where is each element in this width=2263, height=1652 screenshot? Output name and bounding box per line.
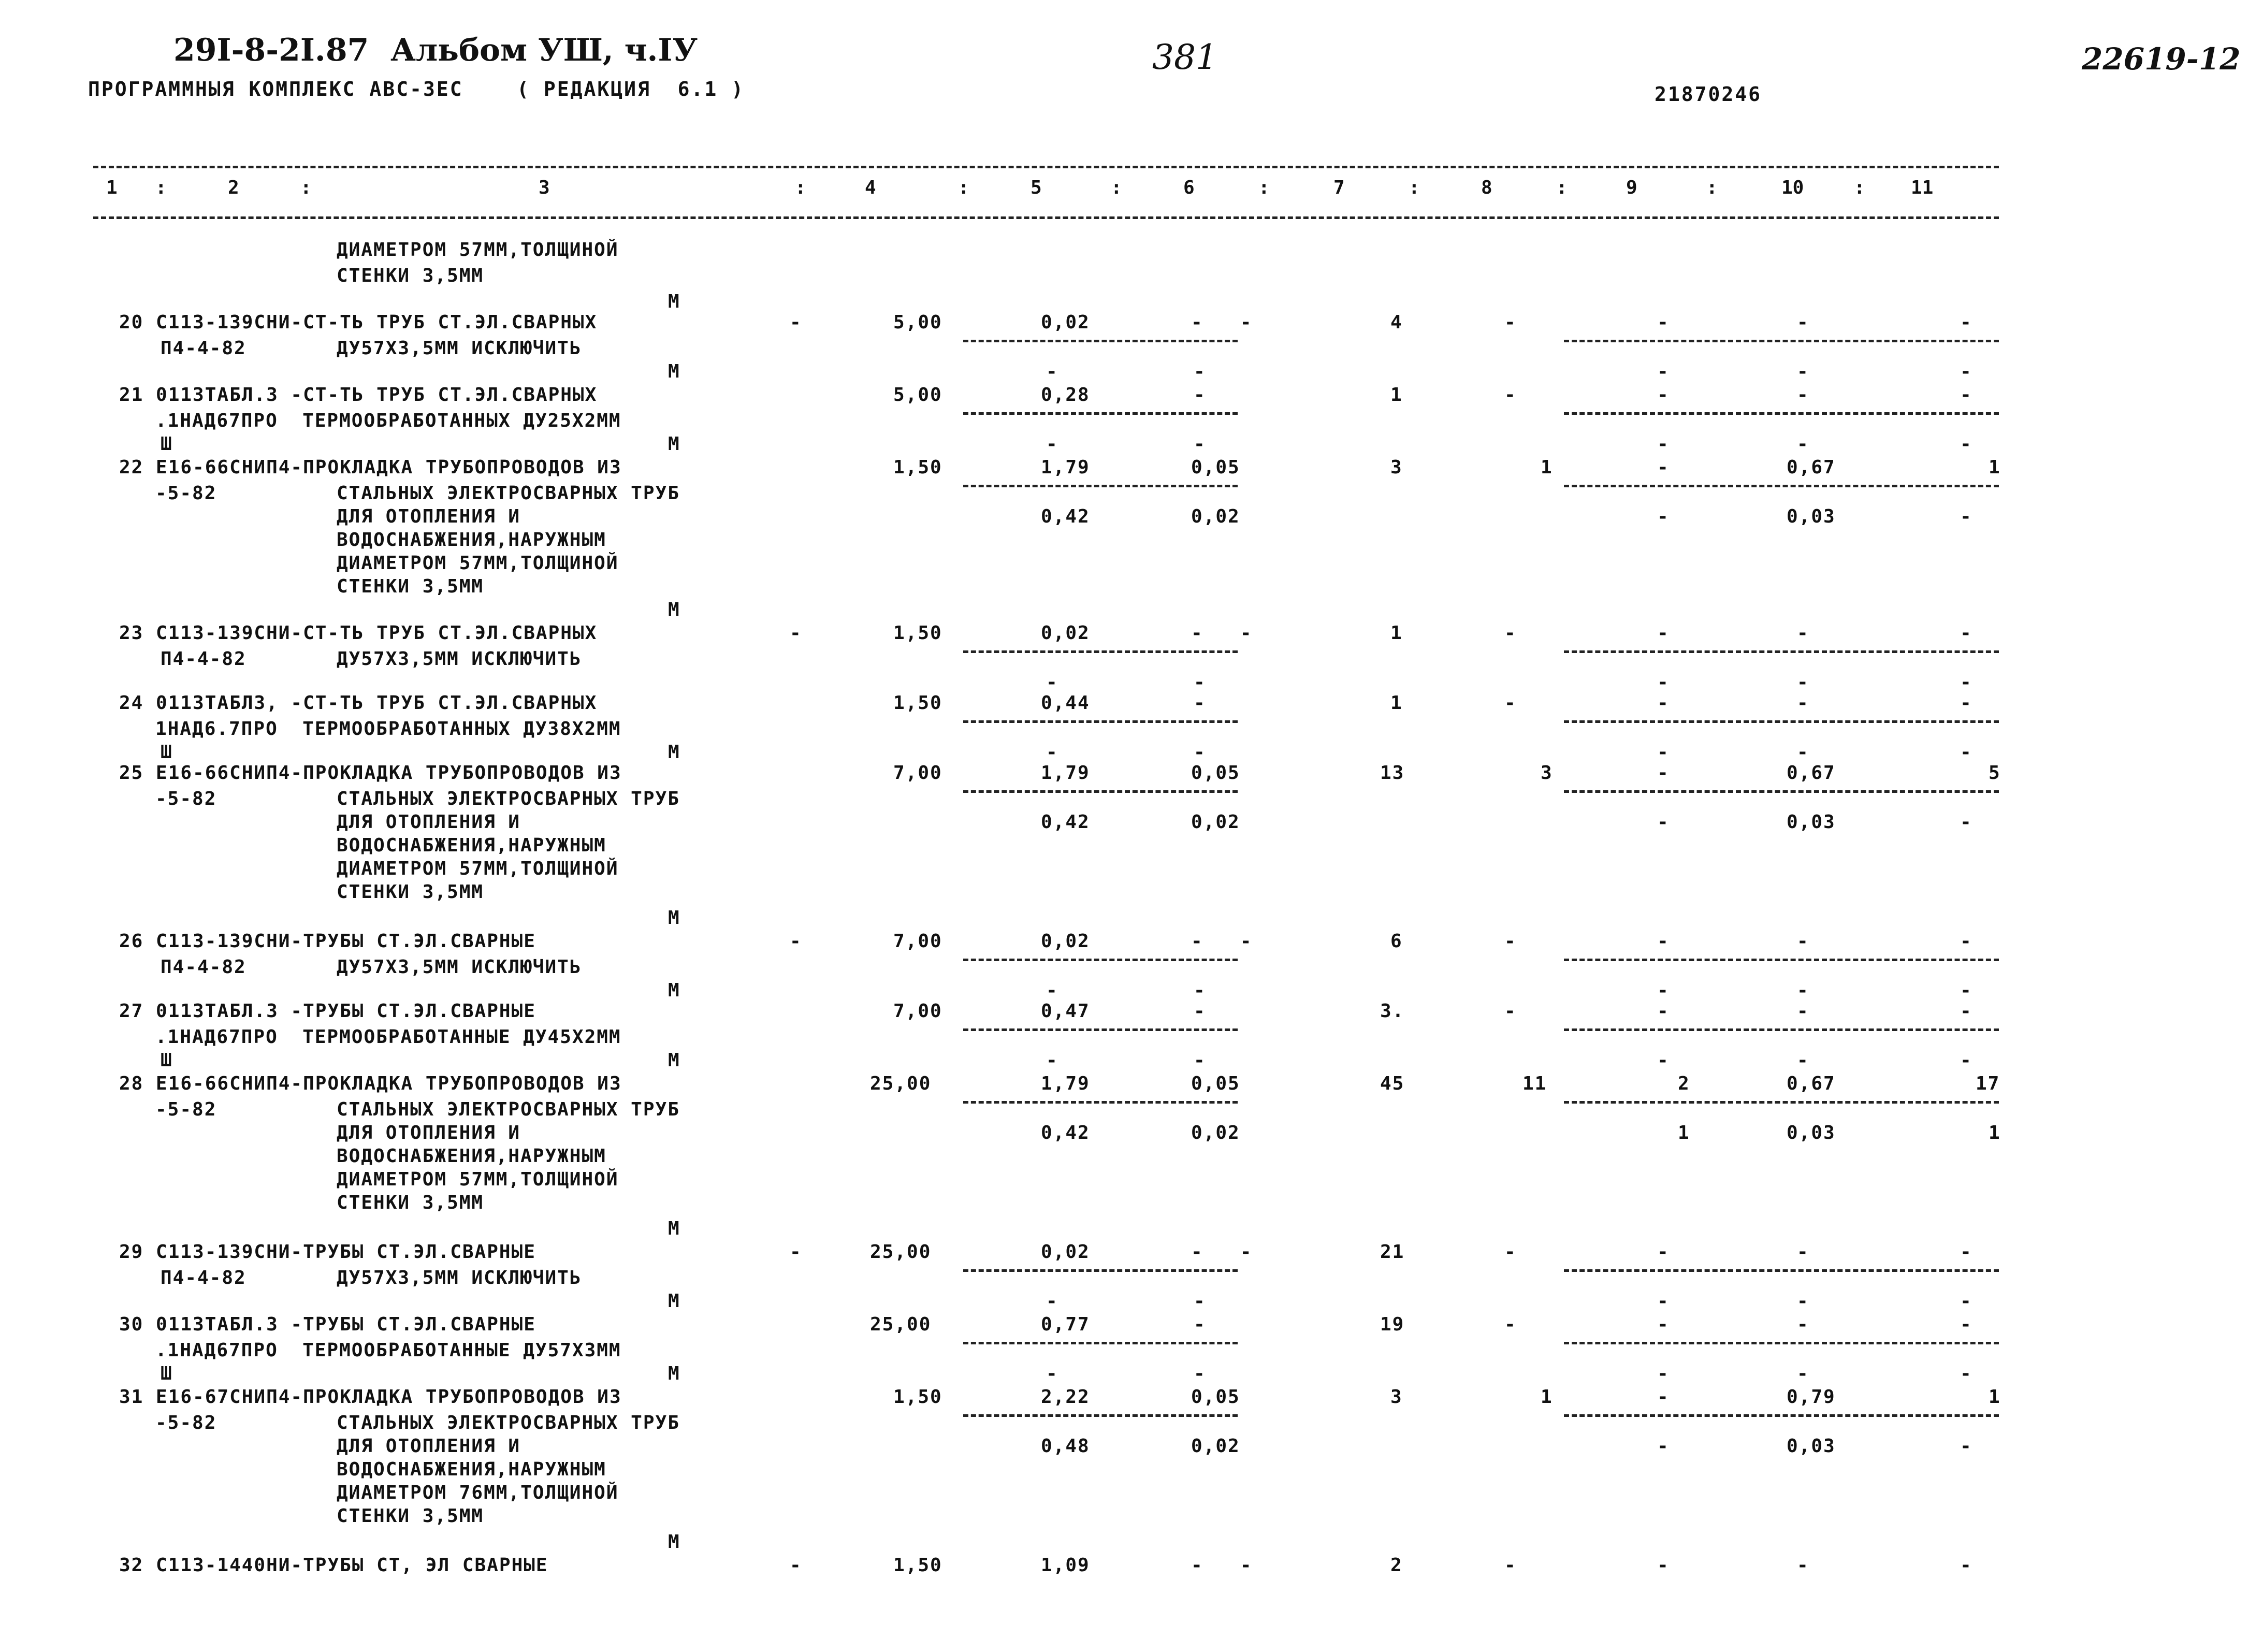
- table-cell-text: Ш: [161, 742, 173, 763]
- table-cell-text: -: [1194, 1050, 1206, 1071]
- table-cell-text: 0,02: [1191, 1122, 1240, 1143]
- registration-stamp: 22619-12: [2082, 41, 2241, 77]
- table-cell-text: 0,42: [1041, 506, 1090, 527]
- table-cell-text: -: [1657, 312, 1670, 333]
- table-cell-text: 1,50: [893, 1386, 942, 1408]
- table-cell-text: ДЛЯ ОТОПЛЕНИЯ И: [337, 1122, 521, 1143]
- table-cell-text: СТЕНКИ 3,5ММ: [337, 1192, 484, 1213]
- table-cell-text: -: [1504, 931, 1517, 952]
- table-cell-text: .1НАД67ПРО ТЕРМООБРАБОТАННЫЕ ДУ57Х3ММ: [155, 1340, 621, 1361]
- table-cell-text: 0,67: [1787, 762, 1836, 784]
- table-cell-text: СТЕНКИ 3,5ММ: [337, 265, 484, 286]
- table-cell-text: 0,05: [1191, 457, 1240, 478]
- table-cell-text: 27 0113ТАБЛ.3 -ТРУБЫ СТ.ЭЛ.СВАРНЫЕ: [119, 1001, 536, 1022]
- table-cell-text: ВОДОСНАБЖЕНИЯ,НАРУЖНЫМ: [337, 1459, 606, 1480]
- table-cell-text: 24 0113ТАБЛ3, -СТ-ТЬ ТРУБ СТ.ЭЛ.СВАРНЫХ: [119, 692, 598, 714]
- dashed-rule: [963, 959, 1238, 961]
- table-cell-text: ДУ57Х3,5ММ ИСКЛЮЧИТЬ: [337, 338, 582, 359]
- table-cell-text: -: [790, 1555, 802, 1576]
- table-cell-text: 2: [1678, 1073, 1690, 1094]
- table-cell-text: 3: [1390, 1386, 1403, 1408]
- table-cell-text: 2: [1390, 1555, 1403, 1576]
- table-cell-text: М: [668, 361, 680, 382]
- table-cell-text: -: [1046, 1363, 1058, 1384]
- table-cell-text: 25,00: [870, 1073, 932, 1094]
- table-cell-text: 0,79: [1787, 1386, 1836, 1408]
- table-cell-text: 0,44: [1041, 692, 1090, 714]
- table-cell-text: - -: [1191, 1555, 1253, 1576]
- table-cell-text: М: [668, 291, 680, 312]
- table-cell-text: М: [668, 1050, 680, 1071]
- table-cell-text: -: [790, 312, 802, 333]
- table-cell-text: 19: [1380, 1314, 1405, 1335]
- table-cell-text: -: [1657, 1314, 1670, 1335]
- table-cell-text: 0,28: [1041, 384, 1090, 405]
- dashed-rule: [1564, 720, 1999, 723]
- table-cell-text: 1: [1541, 1386, 1553, 1408]
- table-cell-text: 25,00: [870, 1241, 932, 1263]
- table-cell-text: 23 С113-139СНИ-СТ-ТЬ ТРУБ СТ.ЭЛ.СВАРНЫХ: [119, 622, 598, 644]
- table-cell-text: - -: [1191, 622, 1253, 644]
- table-cell-text: 0,03: [1787, 506, 1836, 527]
- table-cell-text: -: [1960, 622, 1972, 644]
- table-cell-text: -: [1797, 1314, 1809, 1335]
- table-cell-text: 7,00: [893, 1001, 942, 1022]
- table-cell-text: 28 Е16-66СНИП4-ПРОКЛАДКА ТРУБОПРОВОДОВ ИЗ: [119, 1073, 622, 1094]
- table-cell-text: М: [668, 907, 680, 929]
- table-cell-text: ВОДОСНАБЖЕНИЯ,НАРУЖНЫМ: [337, 529, 606, 550]
- table-cell-text: 1: [1989, 1386, 2001, 1408]
- document-code: 21870246: [1655, 83, 1762, 106]
- column-separator: :: [1111, 177, 1122, 198]
- table-cell-text: -: [1504, 1314, 1517, 1335]
- dashed-rule: [1564, 790, 1999, 793]
- table-cell-text: -5-82: [155, 1412, 217, 1433]
- table-cell-text: -: [1960, 384, 1972, 405]
- table-cell-text: -: [1194, 361, 1206, 382]
- table-cell-text: -: [1960, 1050, 1972, 1071]
- column-header-11: 11: [1911, 177, 1934, 198]
- table-cell-text: -: [1960, 1291, 1972, 1312]
- table-cell-text: 0,67: [1787, 457, 1836, 478]
- table-cell-text: -: [1797, 312, 1809, 333]
- table-cell-text: -: [1046, 1291, 1058, 1312]
- table-cell-text: СТЕНКИ 3,5ММ: [337, 1505, 484, 1527]
- dashed-rule: [963, 1269, 1238, 1272]
- column-header-6: 6: [1183, 177, 1195, 198]
- table-cell-text: -: [1960, 742, 1972, 763]
- table-cell-text: 0,48: [1041, 1436, 1090, 1457]
- table-cell-text: 1,09: [1041, 1555, 1090, 1576]
- dashed-rule: [1564, 1342, 1999, 1344]
- table-cell-text: - -: [1191, 931, 1253, 952]
- table-cell-text: -: [1657, 1555, 1670, 1576]
- table-cell-text: -: [1194, 672, 1206, 693]
- table-cell-text: 1,50: [893, 622, 942, 644]
- table-cell-text: -: [1657, 384, 1670, 405]
- column-header-4: 4: [865, 177, 876, 198]
- table-cell-text: П4-4-82: [161, 648, 246, 670]
- table-cell-text: -: [1797, 672, 1809, 693]
- table-cell-text: -: [1046, 1050, 1058, 1071]
- table-cell-text: -: [1797, 1001, 1809, 1022]
- table-cell-text: 21: [1380, 1241, 1405, 1263]
- table-cell-text: 3: [1390, 457, 1403, 478]
- table-cell-text: 0,05: [1191, 1386, 1240, 1408]
- table-cell-text: -: [1657, 1001, 1670, 1022]
- table-cell-text: 0,42: [1041, 1122, 1090, 1143]
- table-cell-text: 22 Е16-66СНИП4-ПРОКЛАДКА ТРУБОПРОВОДОВ ИЗ: [119, 457, 622, 478]
- column-separator: :: [1706, 177, 1718, 198]
- table-cell-text: -: [1657, 457, 1670, 478]
- column-separator: :: [958, 177, 969, 198]
- table-cell-text: М: [668, 433, 680, 455]
- column-header-7: 7: [1333, 177, 1345, 198]
- table-cell-text: СТАЛЬНЫХ ЭЛЕКТРОСВАРНЫХ ТРУБ: [337, 788, 680, 809]
- table-cell-text: -: [1960, 692, 1972, 714]
- table-cell-text: 0,42: [1041, 811, 1090, 833]
- dashed-rule: [963, 412, 1238, 415]
- table-cell-text: 25,00: [870, 1314, 932, 1335]
- table-cell-text: 45: [1380, 1073, 1405, 1094]
- table-cell-text: 5: [1989, 762, 2001, 784]
- table-cell-text: -: [1194, 692, 1206, 714]
- table-cell-text: 1НАД6.7ПРО ТЕРМООБРАБОТАННЫХ ДУ38Х2ММ: [155, 718, 621, 740]
- table-cell-text: М: [668, 1218, 680, 1239]
- table-cell-text: -: [1194, 1001, 1206, 1022]
- dashed-rule: [1564, 1414, 1999, 1417]
- table-cell-text: -: [1194, 1291, 1206, 1312]
- table-cell-text: 0,03: [1787, 811, 1836, 833]
- table-cell-text: -: [1657, 1050, 1670, 1071]
- table-cell-text: 21 0113ТАБЛ.3 -СТ-ТЬ ТРУБ СТ.ЭЛ.СВАРНЫХ: [119, 384, 598, 405]
- dashed-rule: [93, 216, 1999, 219]
- table-cell-text: 1: [1989, 457, 2001, 478]
- table-cell-text: 20 С113-139СНИ-СТ-ТЬ ТРУБ СТ.ЭЛ.СВАРНЫХ: [119, 312, 598, 333]
- table-cell-text: -: [1960, 931, 1972, 952]
- table-cell-text: -: [1657, 762, 1670, 784]
- dashed-rule: [1564, 412, 1999, 415]
- column-header-8: 8: [1481, 177, 1492, 198]
- table-cell-text: 0,05: [1191, 762, 1240, 784]
- table-cell-text: -: [1960, 980, 1972, 1001]
- table-cell-text: -: [790, 1241, 802, 1263]
- table-cell-text: 1,50: [893, 457, 942, 478]
- table-cell-text: ДЛЯ ОТОПЛЕНИЯ И: [337, 1436, 521, 1457]
- table-cell-text: 0,03: [1787, 1122, 1836, 1143]
- table-cell-text: 1,79: [1041, 1073, 1090, 1094]
- column-separator: :: [300, 177, 312, 198]
- table-cell-text: -: [1046, 433, 1058, 455]
- dashed-rule: [1564, 650, 1999, 653]
- table-cell-text: -: [1960, 361, 1972, 382]
- table-cell-text: -: [1960, 1314, 1972, 1335]
- table-cell-text: 1: [1678, 1122, 1690, 1143]
- table-cell-text: ДИАМЕТРОМ 76ММ,ТОЛЩИНОЙ: [337, 1482, 619, 1503]
- table-cell-text: .1НАД67ПРО ТЕРМООБРАБОТАННЫЕ ДУ45Х2ММ: [155, 1026, 621, 1048]
- column-header-9: 9: [1626, 177, 1637, 198]
- table-cell-text: СТАЛЬНЫХ ЭЛЕКТРОСВАРНЫХ ТРУБ: [337, 483, 680, 504]
- table-cell-text: 1: [1541, 457, 1553, 478]
- table-cell-text: 11: [1522, 1073, 1547, 1094]
- column-header-5: 5: [1031, 177, 1042, 198]
- table-cell-text: СТЕНКИ 3,5ММ: [337, 576, 484, 597]
- table-cell-text: 25 Е16-66СНИП4-ПРОКЛАДКА ТРУБОПРОВОДОВ ИЗ: [119, 762, 622, 784]
- table-cell-text: СТАЛЬНЫХ ЭЛЕКТРОСВАРНЫХ ТРУБ: [337, 1099, 680, 1120]
- table-cell-text: -: [1194, 1363, 1206, 1384]
- table-cell-text: -: [1797, 1555, 1809, 1576]
- table-cell-text: Ш: [161, 1050, 173, 1071]
- table-cell-text: 0,77: [1041, 1314, 1090, 1335]
- table-cell-text: П4-4-82: [161, 1267, 246, 1288]
- table-cell-text: ВОДОСНАБЖЕНИЯ,НАРУЖНЫМ: [337, 1146, 606, 1167]
- table-cell-text: ДЛЯ ОТОПЛЕНИЯ И: [337, 811, 521, 833]
- table-cell-text: 1: [1989, 1122, 2001, 1143]
- table-cell-text: -: [1657, 1241, 1670, 1263]
- table-cell-text: -: [1657, 622, 1670, 644]
- dashed-rule: [963, 340, 1238, 342]
- table-cell-text: 1,79: [1041, 762, 1090, 784]
- table-cell-text: 7,00: [893, 762, 942, 784]
- table-cell-text: -: [1657, 1386, 1670, 1408]
- table-cell-text: 3: [1541, 762, 1553, 784]
- table-cell-text: 0,02: [1041, 931, 1090, 952]
- table-cell-text: -: [1797, 361, 1809, 382]
- table-cell-text: -: [1657, 980, 1670, 1001]
- table-cell-text: 1: [1390, 622, 1403, 644]
- table-cell-text: -: [1797, 980, 1809, 1001]
- program-line: ПРОГРАММНЫЯ КОМПЛЕКС АВС-3ЕС ( РЕДАКЦИЯ 6.1 ): [88, 78, 745, 100]
- table-cell-text: -: [1797, 692, 1809, 714]
- table-cell-text: ДИАМЕТРОМ 57ММ,ТОЛЩИНОЙ: [337, 239, 619, 260]
- table-cell-text: 7,00: [893, 931, 942, 952]
- table-cell-text: М: [668, 599, 680, 620]
- table-cell-text: .1НАД67ПРО ТЕРМООБРАБОТАННЫХ ДУ25Х2ММ: [155, 410, 621, 431]
- table-cell-text: -: [1657, 742, 1670, 763]
- table-cell-text: П4-4-82: [161, 957, 246, 978]
- dashed-rule: [963, 1342, 1238, 1344]
- table-cell-text: П4-4-82: [161, 338, 246, 359]
- table-cell-text: ДУ57Х3,5ММ ИСКЛЮЧИТЬ: [337, 957, 582, 978]
- table-cell-text: -: [1046, 361, 1058, 382]
- table-cell-text: 0,67: [1787, 1073, 1836, 1094]
- table-cell-text: -: [1046, 980, 1058, 1001]
- dashed-rule: [1564, 485, 1999, 487]
- table-cell-text: -: [1960, 1001, 1972, 1022]
- table-cell-text: 0,02: [1191, 811, 1240, 833]
- table-cell-text: -5-82: [155, 483, 217, 504]
- table-cell-text: -: [1657, 361, 1670, 382]
- album-title: 29I-8-2I.87 Альбом УШ, ч.IУ: [173, 32, 698, 68]
- dashed-rule: [1564, 1269, 1999, 1272]
- table-cell-text: -: [1657, 433, 1670, 455]
- table-cell-text: -: [1960, 433, 1972, 455]
- table-cell-text: -: [1194, 742, 1206, 763]
- table-cell-text: -: [1797, 622, 1809, 644]
- table-cell-text: -: [790, 931, 802, 952]
- table-cell-text: -: [1960, 1241, 1972, 1263]
- dashed-rule: [963, 650, 1238, 653]
- table-cell-text: 4: [1390, 312, 1403, 333]
- table-cell-text: 29 С113-139СНИ-ТРУБЫ СТ.ЭЛ.СВАРНЫЕ: [119, 1241, 536, 1263]
- table-cell-text: -: [1504, 312, 1517, 333]
- column-separator: :: [795, 177, 806, 198]
- table-cell-text: 1: [1390, 692, 1403, 714]
- table-cell-text: -: [1797, 1050, 1809, 1071]
- column-separator: :: [155, 177, 167, 198]
- table-cell-text: -: [1797, 1241, 1809, 1263]
- table-cell-text: -: [1960, 312, 1972, 333]
- table-cell-text: -: [1657, 1436, 1670, 1457]
- table-cell-text: М: [668, 742, 680, 763]
- table-cell-text: 1,50: [893, 1555, 942, 1576]
- dashed-rule: [1564, 340, 1999, 342]
- column-header-2: 2: [228, 177, 239, 198]
- table-cell-text: -: [1960, 1436, 1972, 1457]
- table-cell-text: 5,00: [893, 312, 942, 333]
- table-cell-text: -: [1960, 811, 1972, 833]
- table-cell-text: -: [1504, 692, 1517, 714]
- table-cell-text: -: [1046, 742, 1058, 763]
- dashed-rule: [93, 166, 1999, 168]
- table-cell-text: -: [1657, 506, 1670, 527]
- table-cell-text: 6: [1390, 931, 1403, 952]
- dashed-rule: [1564, 959, 1999, 961]
- table-cell-text: 0,03: [1787, 1436, 1836, 1457]
- table-cell-text: -: [1504, 384, 1517, 405]
- table-cell-text: -: [1657, 1363, 1670, 1384]
- column-header-10: 10: [1781, 177, 1804, 198]
- table-cell-text: -: [1797, 384, 1809, 405]
- table-cell-text: 17: [1976, 1073, 2000, 1094]
- table-cell-text: -: [1657, 692, 1670, 714]
- table-cell-text: -: [1657, 1291, 1670, 1312]
- table-cell-text: -: [1194, 1314, 1206, 1335]
- table-cell-text: -: [1046, 672, 1058, 693]
- table-cell-text: СТАЛЬНЫХ ЭЛЕКТРОСВАРНЫХ ТРУБ: [337, 1412, 680, 1433]
- table-cell-text: - -: [1191, 312, 1253, 333]
- table-cell-text: Ш: [161, 433, 173, 455]
- table-cell-text: ДУ57Х3,5ММ ИСКЛЮЧИТЬ: [337, 648, 582, 670]
- table-cell-text: -5-82: [155, 788, 217, 809]
- table-cell-text: -: [790, 622, 802, 644]
- table-cell-text: Ш: [161, 1363, 173, 1384]
- dashed-rule: [963, 720, 1238, 723]
- table-cell-text: ДЛЯ ОТОПЛЕНИЯ И: [337, 506, 521, 527]
- table-cell-text: 30 0113ТАБЛ.3 -ТРУБЫ СТ.ЭЛ.СВАРНЫЕ: [119, 1314, 536, 1335]
- table-cell-text: ДИАМЕТРОМ 57ММ,ТОЛЩИНОЙ: [337, 553, 619, 574]
- table-cell-text: 0,02: [1041, 622, 1090, 644]
- dashed-rule: [963, 1101, 1238, 1104]
- table-cell-text: -: [1797, 742, 1809, 763]
- dashed-rule: [963, 1414, 1238, 1417]
- table-cell-text: - -: [1191, 1241, 1253, 1263]
- table-cell-text: ДИАМЕТРОМ 57ММ,ТОЛЩИНОЙ: [337, 858, 619, 879]
- table-cell-text: ВОДОСНАБЖЕНИЯ,НАРУЖНЫМ: [337, 835, 606, 856]
- table-cell-text: 0,02: [1191, 506, 1240, 527]
- dashed-rule: [1564, 1028, 1999, 1031]
- page-number: 381: [1152, 37, 1217, 77]
- table-cell-text: -: [1797, 1363, 1809, 1384]
- table-cell-text: -5-82: [155, 1099, 217, 1120]
- table-cell-text: 3.: [1380, 1001, 1405, 1022]
- table-cell-text: 0,47: [1041, 1001, 1090, 1022]
- table-cell-text: ДУ57Х3,5ММ ИСКЛЮЧИТЬ: [337, 1267, 582, 1288]
- dashed-rule: [963, 485, 1238, 487]
- table-cell-text: -: [1797, 433, 1809, 455]
- table-cell-text: -: [1657, 811, 1670, 833]
- table-cell-text: -: [1194, 980, 1206, 1001]
- table-cell-text: 32 С113-1440НИ-ТРУБЫ СТ, ЭЛ СВАРНЫЕ: [119, 1555, 548, 1576]
- table-cell-text: 0,02: [1041, 1241, 1090, 1263]
- table-cell-text: 1,50: [893, 692, 942, 714]
- table-cell-text: 0,02: [1191, 1436, 1240, 1457]
- table-cell-text: М: [668, 1531, 680, 1553]
- column-header-3: 3: [539, 177, 550, 198]
- table-cell-text: 2,22: [1041, 1386, 1090, 1408]
- table-cell-text: -: [1194, 384, 1206, 405]
- table-cell-text: 0,05: [1191, 1073, 1240, 1094]
- column-separator: :: [1854, 177, 1865, 198]
- table-cell-text: -: [1504, 1241, 1517, 1263]
- table-cell-text: М: [668, 1363, 680, 1384]
- table-cell-text: -: [1504, 622, 1517, 644]
- table-cell-text: 5,00: [893, 384, 942, 405]
- table-cell-text: М: [668, 980, 680, 1001]
- table-cell-text: 31 Е16-67СНИП4-ПРОКЛАДКА ТРУБОПРОВОДОВ ИЗ: [119, 1386, 622, 1408]
- table-cell-text: М: [668, 1291, 680, 1312]
- table-cell-text: 13: [1380, 762, 1405, 784]
- table-cell-text: -: [1657, 672, 1670, 693]
- dashed-rule: [1564, 1101, 1999, 1104]
- table-cell-text: 1: [1390, 384, 1403, 405]
- table-cell-text: СТЕНКИ 3,5ММ: [337, 881, 484, 903]
- table-cell-text: -: [1797, 931, 1809, 952]
- table-cell-text: -: [1797, 1291, 1809, 1312]
- column-separator: :: [1258, 177, 1270, 198]
- table-cell-text: -: [1504, 1001, 1517, 1022]
- table-cell-text: 1,79: [1041, 457, 1090, 478]
- table-cell-text: -: [1657, 931, 1670, 952]
- table-cell-text: 0,02: [1041, 312, 1090, 333]
- table-cell-text: -: [1194, 433, 1206, 455]
- table-cell-text: -: [1960, 1555, 1972, 1576]
- table-cell-text: 26 С113-139СНИ-ТРУБЫ СТ.ЭЛ.СВАРНЫЕ: [119, 931, 536, 952]
- table-cell-text: -: [1960, 672, 1972, 693]
- dashed-rule: [963, 1028, 1238, 1031]
- dashed-rule: [963, 790, 1238, 793]
- column-header-1: 1: [106, 177, 118, 198]
- column-separator: :: [1409, 177, 1420, 198]
- table-cell-text: -: [1960, 1363, 1972, 1384]
- table-cell-text: ДИАМЕТРОМ 57ММ,ТОЛЩИНОЙ: [337, 1169, 619, 1190]
- table-cell-text: -: [1504, 1555, 1517, 1576]
- table-cell-text: -: [1960, 506, 1972, 527]
- column-separator: :: [1556, 177, 1568, 198]
